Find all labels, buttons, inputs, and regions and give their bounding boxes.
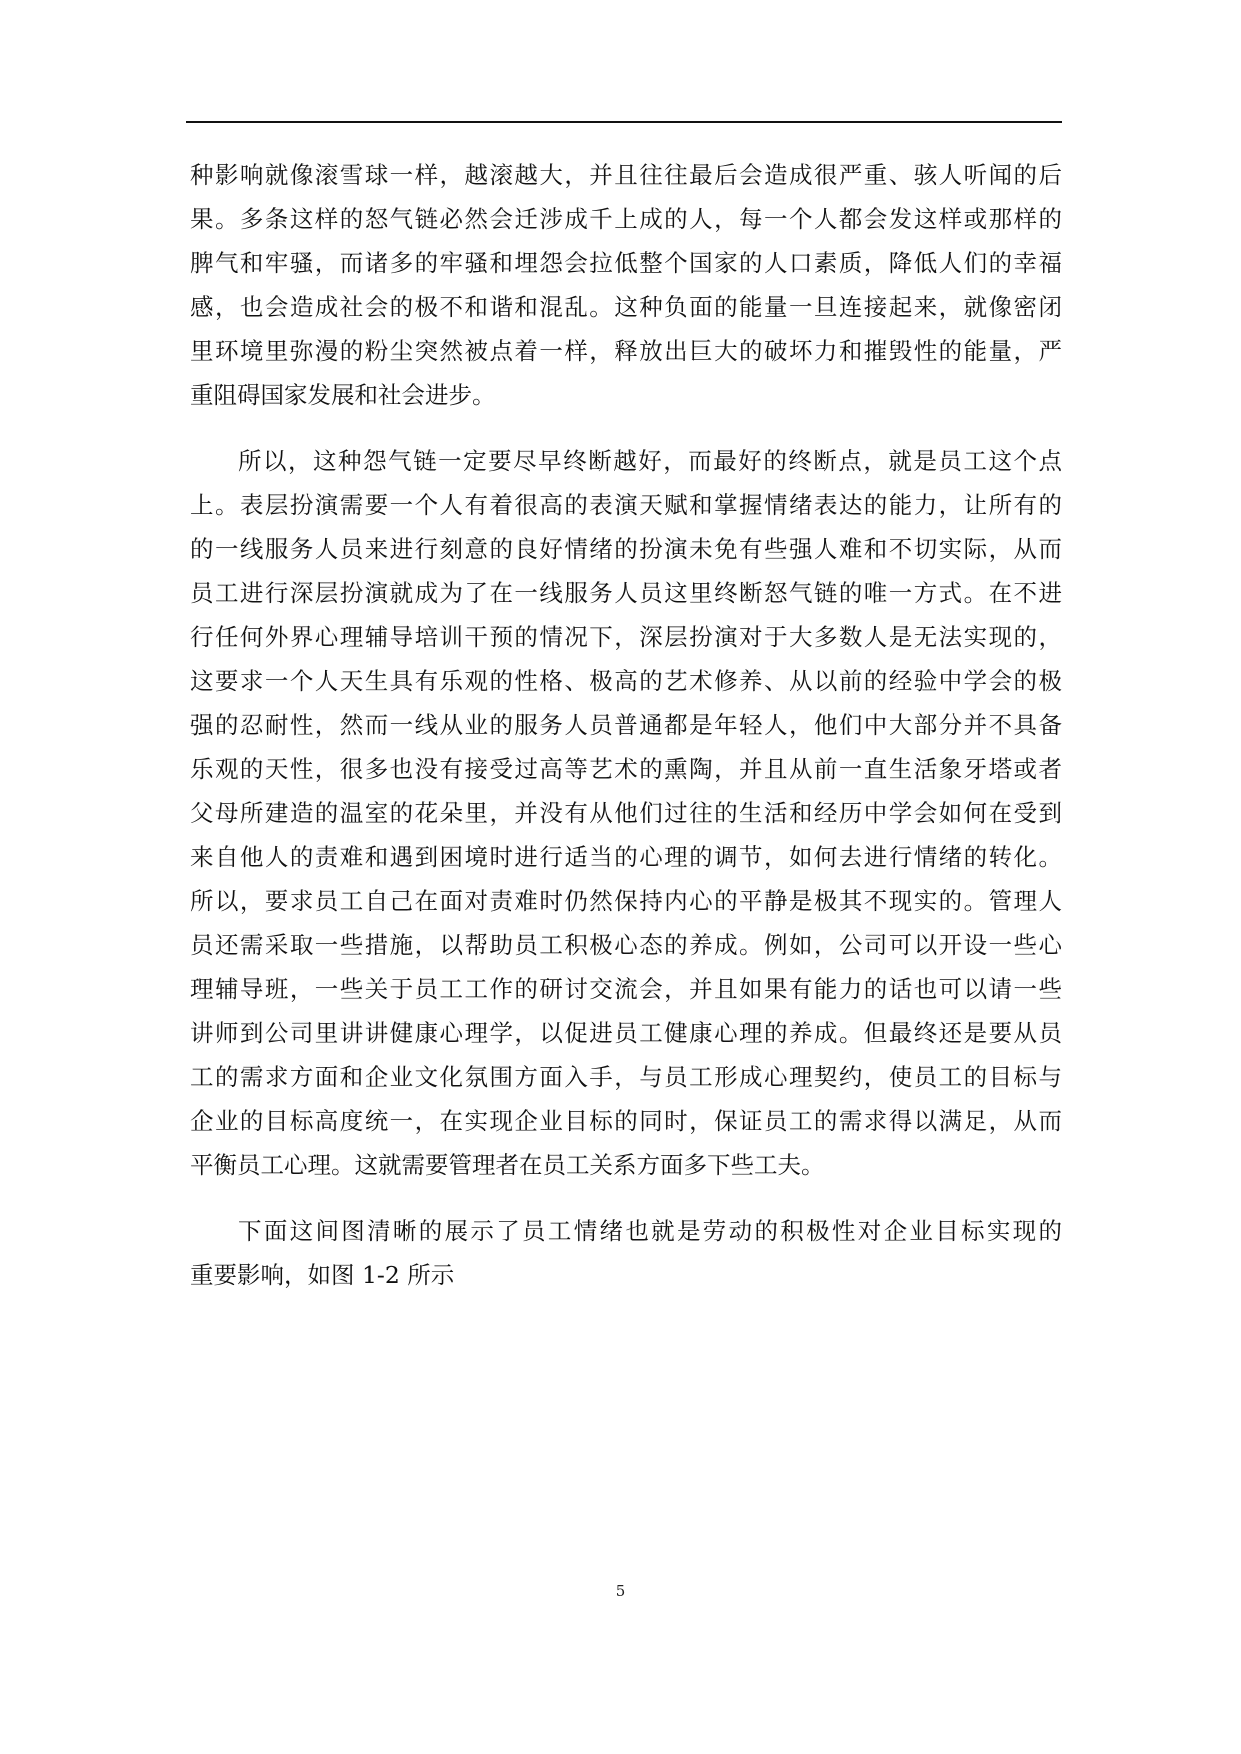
document-body	[190, 153, 1062, 1297]
text-line: 平衡员工心理。这就需要管理者在员工关系方面多下些工夫。	[190, 1151, 825, 1179]
text-line: 员工进行深层扮演就成为了在一线服务人员这里终断怒气链的唯一方式。在不进	[190, 579, 1062, 607]
text-line: 乐观的天性，很多也没有接受过高等艺术的熏陶，并且从前一直生活象牙塔或者	[190, 755, 1062, 783]
text-line: 上。表层扮演需要一个人有着很高的表演天赋和掌握情绪表达的能力，让所有的	[190, 491, 1062, 519]
text-line: 行任何外界心理辅导培训干预的情况下，深层扮演对于大多数人是无法实现的，	[190, 623, 1062, 651]
text-line: 强的忍耐性，然而一线从业的服务人员普通都是年轻人，他们中大部分并不具备	[190, 711, 1062, 739]
text-line: 来自他人的责难和遇到困境时进行适当的心理的调节，如何去进行情绪的转化。	[190, 843, 1062, 871]
text-line: 里环境里弥漫的粉尘突然被点着一样，释放出巨大的破坏力和摧毁性的能量，严	[190, 337, 1062, 365]
text-line: 果。多条这样的怒气链必然会迁涉成千上成的人，每一个人都会发这样或那样的	[190, 205, 1062, 233]
text-line: 企业的目标高度统一，在实现企业目标的同时，保证员工的需求得以满足，从而	[190, 1107, 1062, 1135]
text-line: 脾气和牢骚，而诸多的牢骚和埋怨会拉低整个国家的人口素质，降低人们的幸福	[190, 249, 1062, 277]
text-line: 重要影响，如图 1-2 所示	[190, 1261, 455, 1289]
paragraph-3	[190, 1209, 1062, 1297]
paragraph-1	[190, 153, 1062, 417]
page-number: 5	[615, 1582, 626, 1600]
text-line: 父母所建造的温室的花朵里，并没有从他们过往的生活和经历中学会如何在受到	[190, 799, 1062, 827]
paragraph-2	[190, 439, 1062, 1187]
text-line: 工的需求方面和企业文化氛围方面入手，与员工形成心理契约，使员工的目标与	[190, 1063, 1062, 1091]
text-line: 理辅导班，一些关于员工工作的研讨交流会，并且如果有能力的话也可以请一些	[190, 975, 1062, 1003]
text-line: 种影响就像滚雪球一样，越滚越大，并且往往最后会造成很严重、骇人听闻的后	[190, 161, 1062, 189]
text-line: 感，也会造成社会的极不和谐和混乱。这种负面的能量一旦连接起来，就像密闭	[190, 293, 1062, 321]
header-rule	[186, 121, 1062, 123]
text-line: 所以，这种怨气链一定要尽早终断越好，而最好的终断点，就是员工这个点	[238, 447, 1062, 475]
text-line: 讲师到公司里讲讲健康心理学，以促进员工健康心理的养成。但最终还是要从员	[190, 1019, 1062, 1047]
text-line: 所以，要求员工自己在面对责难时仍然保持内心的平静是极其不现实的。管理人	[190, 887, 1062, 915]
text-line: 下面这间图清晰的展示了员工情绪也就是劳动的积极性对企业目标实现的	[238, 1217, 1062, 1245]
text-line: 的一线服务人员来进行刻意的良好情绪的扮演未免有些强人难和不切实际，从而	[190, 535, 1062, 563]
text-line: 重阻碍国家发展和社会进步。	[190, 381, 496, 409]
text-line: 这要求一个人天生具有乐观的性格、极高的艺术修养、从以前的经验中学会的极	[190, 667, 1062, 695]
text-line: 员还需采取一些措施，以帮助员工积极心态的养成。例如，公司可以开设一些心	[190, 931, 1062, 959]
